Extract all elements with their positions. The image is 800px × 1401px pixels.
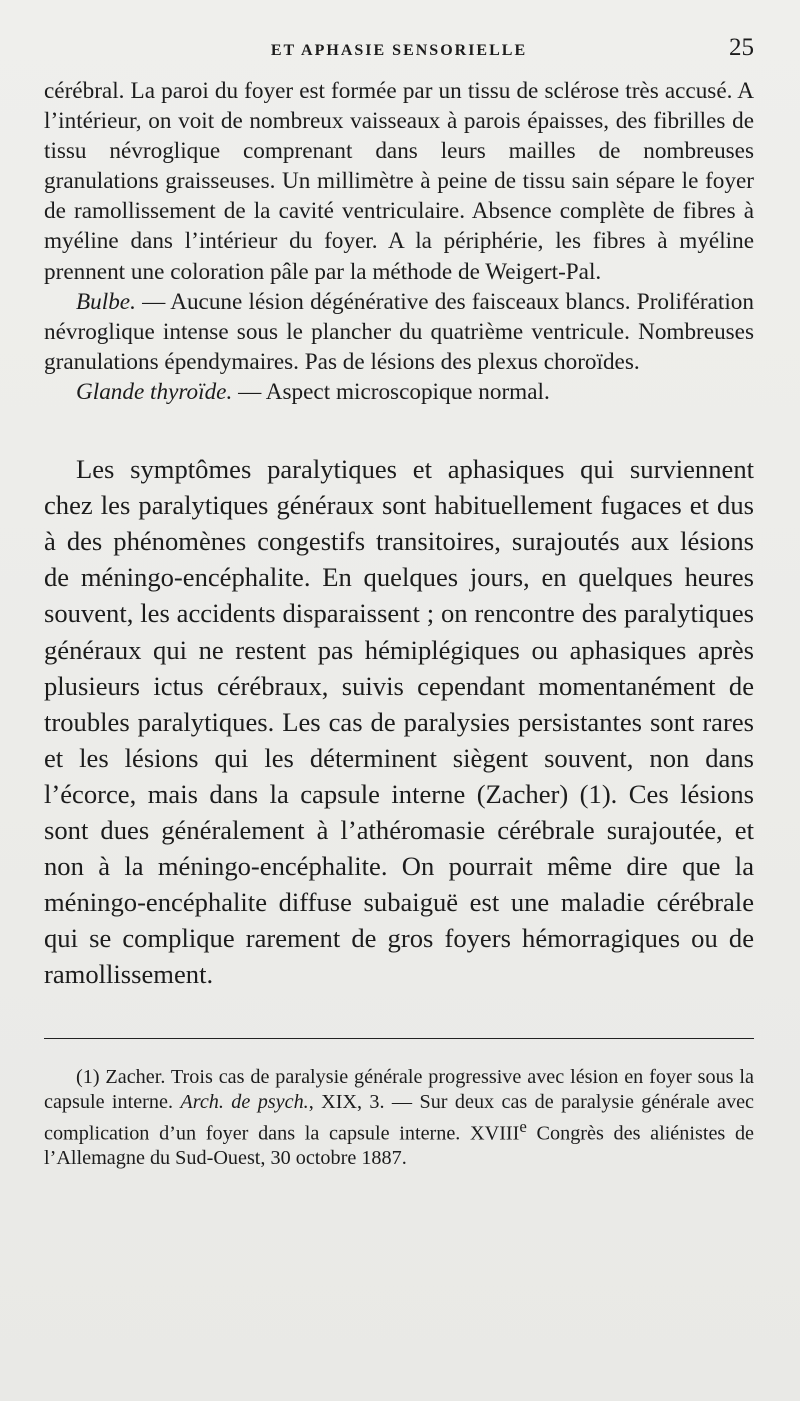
footnote-rule (44, 1038, 754, 1039)
footnote-lead: (1) Zacher. Trois cas de paralysie générale progressive avec lésion en foyer sous la capsule interne. (44, 1066, 754, 1114)
footnote-superscript: e (519, 1116, 527, 1136)
running-title: ET APHASIE SENSORIELLE (270, 42, 528, 59)
glande-text: — Aspect microscopique normal. (232, 378, 550, 405)
case-paragraph-bulbe (44, 287, 754, 377)
main-paragraph: Les symptômes paralytiques et aphasiques qui surviennent chez les paralytiques généraux sont habituellement fugaces et dus à des phénomènes congestifs transitoires, surajoutés aux lésions de méningo-encéphalite. En quelques jours, en quelques heures souvent, les accidents disparaissent ; on rencontre des paralytiques généraux qui ne restent pas hémiplégiques ou aphasiques après plusieurs ictus cérébraux, suivis cependant momentanément de troubles paralytiques. Les cas de paralysies persistantes sont rares et les lésions qui les déterminent siègent souvent, non dans l’écorce, mais dans la capsule interne (Zacher) (1). Ces lésions sont dues généralement à l’athéromasie cérébrale surajoutée, et non à la méningo-encéphalite. On pourrait même dire que la méningo-encéphalite diffuse subaiguë est une maladie cérébrale qui se complique rarement de gros foyers hémorragiques ou de ramollissement. (44, 454, 754, 990)
glande-label: Glande thyroïde. (76, 378, 233, 405)
footnote-1 (44, 1065, 754, 1170)
footnotes (44, 1065, 754, 1170)
case-report (44, 76, 754, 407)
bulbe-text: — Aucune lésion dégénérative des faisceaux blancs. Prolifération névroglique intense sous le plancher du quatrième ventricule. Nombreuses granulations épendymaires. Pas de lésions des plexus choroïdes. (44, 288, 754, 375)
footnote-tail: Congrès des aliénistes de l’Allemagne du Sud-Ouest, 30 octobre 1887. (44, 1122, 755, 1169)
footnote-mid: , XIX, 3. — Sur deux cas de paralysie générale avec complication d’un foyer dans la capsule interne. XVIII (44, 1091, 754, 1145)
case-paragraph-cerebral: cérébral. La paroi du foyer est formée par un tissu de sclérose très accusé. A l’intérieur, on voit de nombreux vaisseaux à parois épaisses, des fibrilles de tissu névroglique comprenant dans leurs mailles de nombreuses granulations graisseuses. Un millimètre à peine de tissu sain sépare le foyer de ramollissement de la cavité ventriculaire. Absence complète de fibres à myéline dans l’intérieur du foyer. A la périphérie, les fibres à myéline prennent une coloration pâle par la méthode de Weigert-Pal. (44, 78, 754, 285)
footnote-journal: Arch. de psych. (180, 1091, 309, 1114)
bulbe-label: Bulbe. (76, 288, 136, 315)
page-number: 25 (729, 34, 754, 61)
running-head (44, 0, 754, 61)
main-text (44, 451, 754, 992)
case-paragraph-glande (44, 377, 754, 407)
